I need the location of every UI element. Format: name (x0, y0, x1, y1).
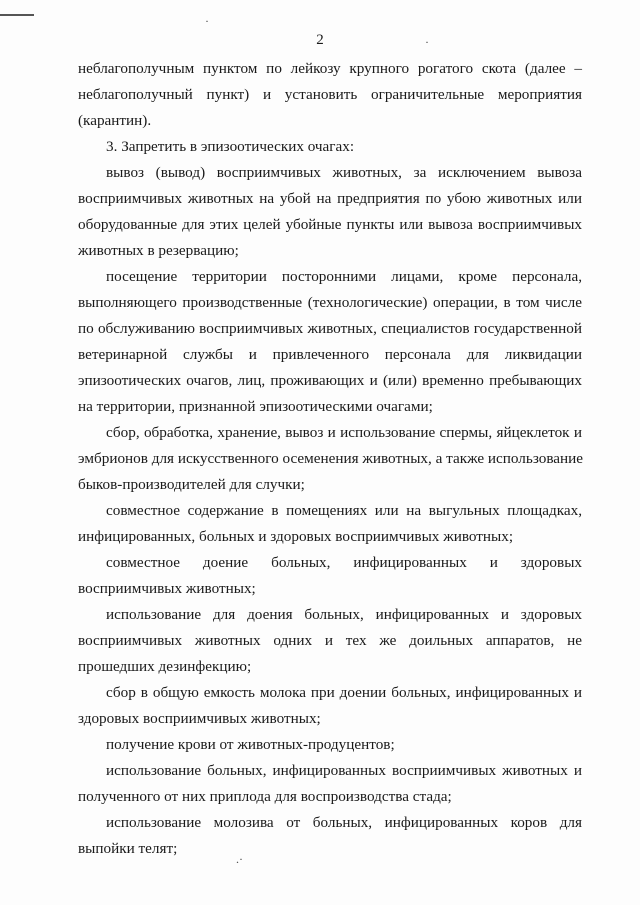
text-line: оборудованные для этих целей убойные пункты или вывоза восприимчивых (78, 216, 582, 233)
text-line: на территории, признанной эпизоотическими очагами; (78, 398, 433, 415)
text-line: (карантин). (78, 112, 152, 129)
text-line: быков-производителей для случки; (78, 476, 305, 493)
text-line: совместное доение больных, инфицированных и здоровых (106, 554, 582, 571)
text-line: выпойки телят; (78, 840, 178, 857)
text-line: неблагополучным пунктом по лейкозу крупного рогатого скота (далее – (78, 60, 582, 77)
text-line: 3. Запретить в эпизоотических очагах: (106, 138, 355, 155)
text-line: эпизоотических очагов, лиц, проживающих и (или) временно пребывающих (78, 372, 582, 389)
text-line: выполняющего производственные (технологические) операции, в том числе (78, 294, 582, 311)
text-line: здоровых восприимчивых животных; (78, 710, 321, 727)
text-line: посещение территории посторонними лицами, кроме персонала, (106, 268, 582, 285)
text-line: эмбрионов для искусственного осеменения животных, а также использование (78, 450, 584, 467)
text-line: сбор в общую емкость молока при доении больных, инфицированных и (106, 684, 582, 701)
text-line: использование молозива от больных, инфицированных коров для (106, 814, 582, 831)
scan-speck: · (425, 35, 429, 49)
text-line: сбор, обработка, хранение, вывоз и использование спермы, яйцеклеток и (106, 424, 582, 441)
text-line: вывоз (вывод) восприимчивых животных, за исключением вывоза (106, 164, 582, 181)
text-line: ветеринарной службы и привлеченного персонала для ликвидации (78, 346, 582, 363)
text-line: восприимчивых животных на убой на предприятия по убою животных или (78, 190, 582, 207)
scan-edge-mark (0, 14, 34, 16)
text-line: использование для доения больных, инфицированных и здоровых (106, 606, 582, 623)
text-line: инфицированных, больных и здоровых восприимчивых животных; (78, 528, 514, 545)
text-line: получение крови от животных-продуцентов; (106, 736, 395, 753)
page-number: 2 (316, 32, 324, 48)
text-line: использование больных, инфицированных восприимчивых животных и (106, 762, 582, 779)
text-line: восприимчивых животных одних и тех же доильных аппаратов, не (78, 632, 582, 649)
scan-speck: · (205, 14, 209, 28)
text-line: полученного от них приплода для воспроизводства стада; (78, 788, 452, 805)
text-line: неблагополучный пункт) и установить ограничительные мероприятия (78, 86, 582, 103)
text-line: прошедших дезинфекцию; (78, 658, 252, 675)
text-line: совместное содержание в помещениях или на выгульных площадках, (106, 502, 582, 519)
text-line: по обслуживанию восприимчивых животных, специалистов государственной (78, 320, 582, 337)
scan-speck: .· (236, 852, 243, 866)
text-line: животных в резервацию; (78, 242, 239, 259)
text-line: восприимчивых животных; (78, 580, 256, 597)
